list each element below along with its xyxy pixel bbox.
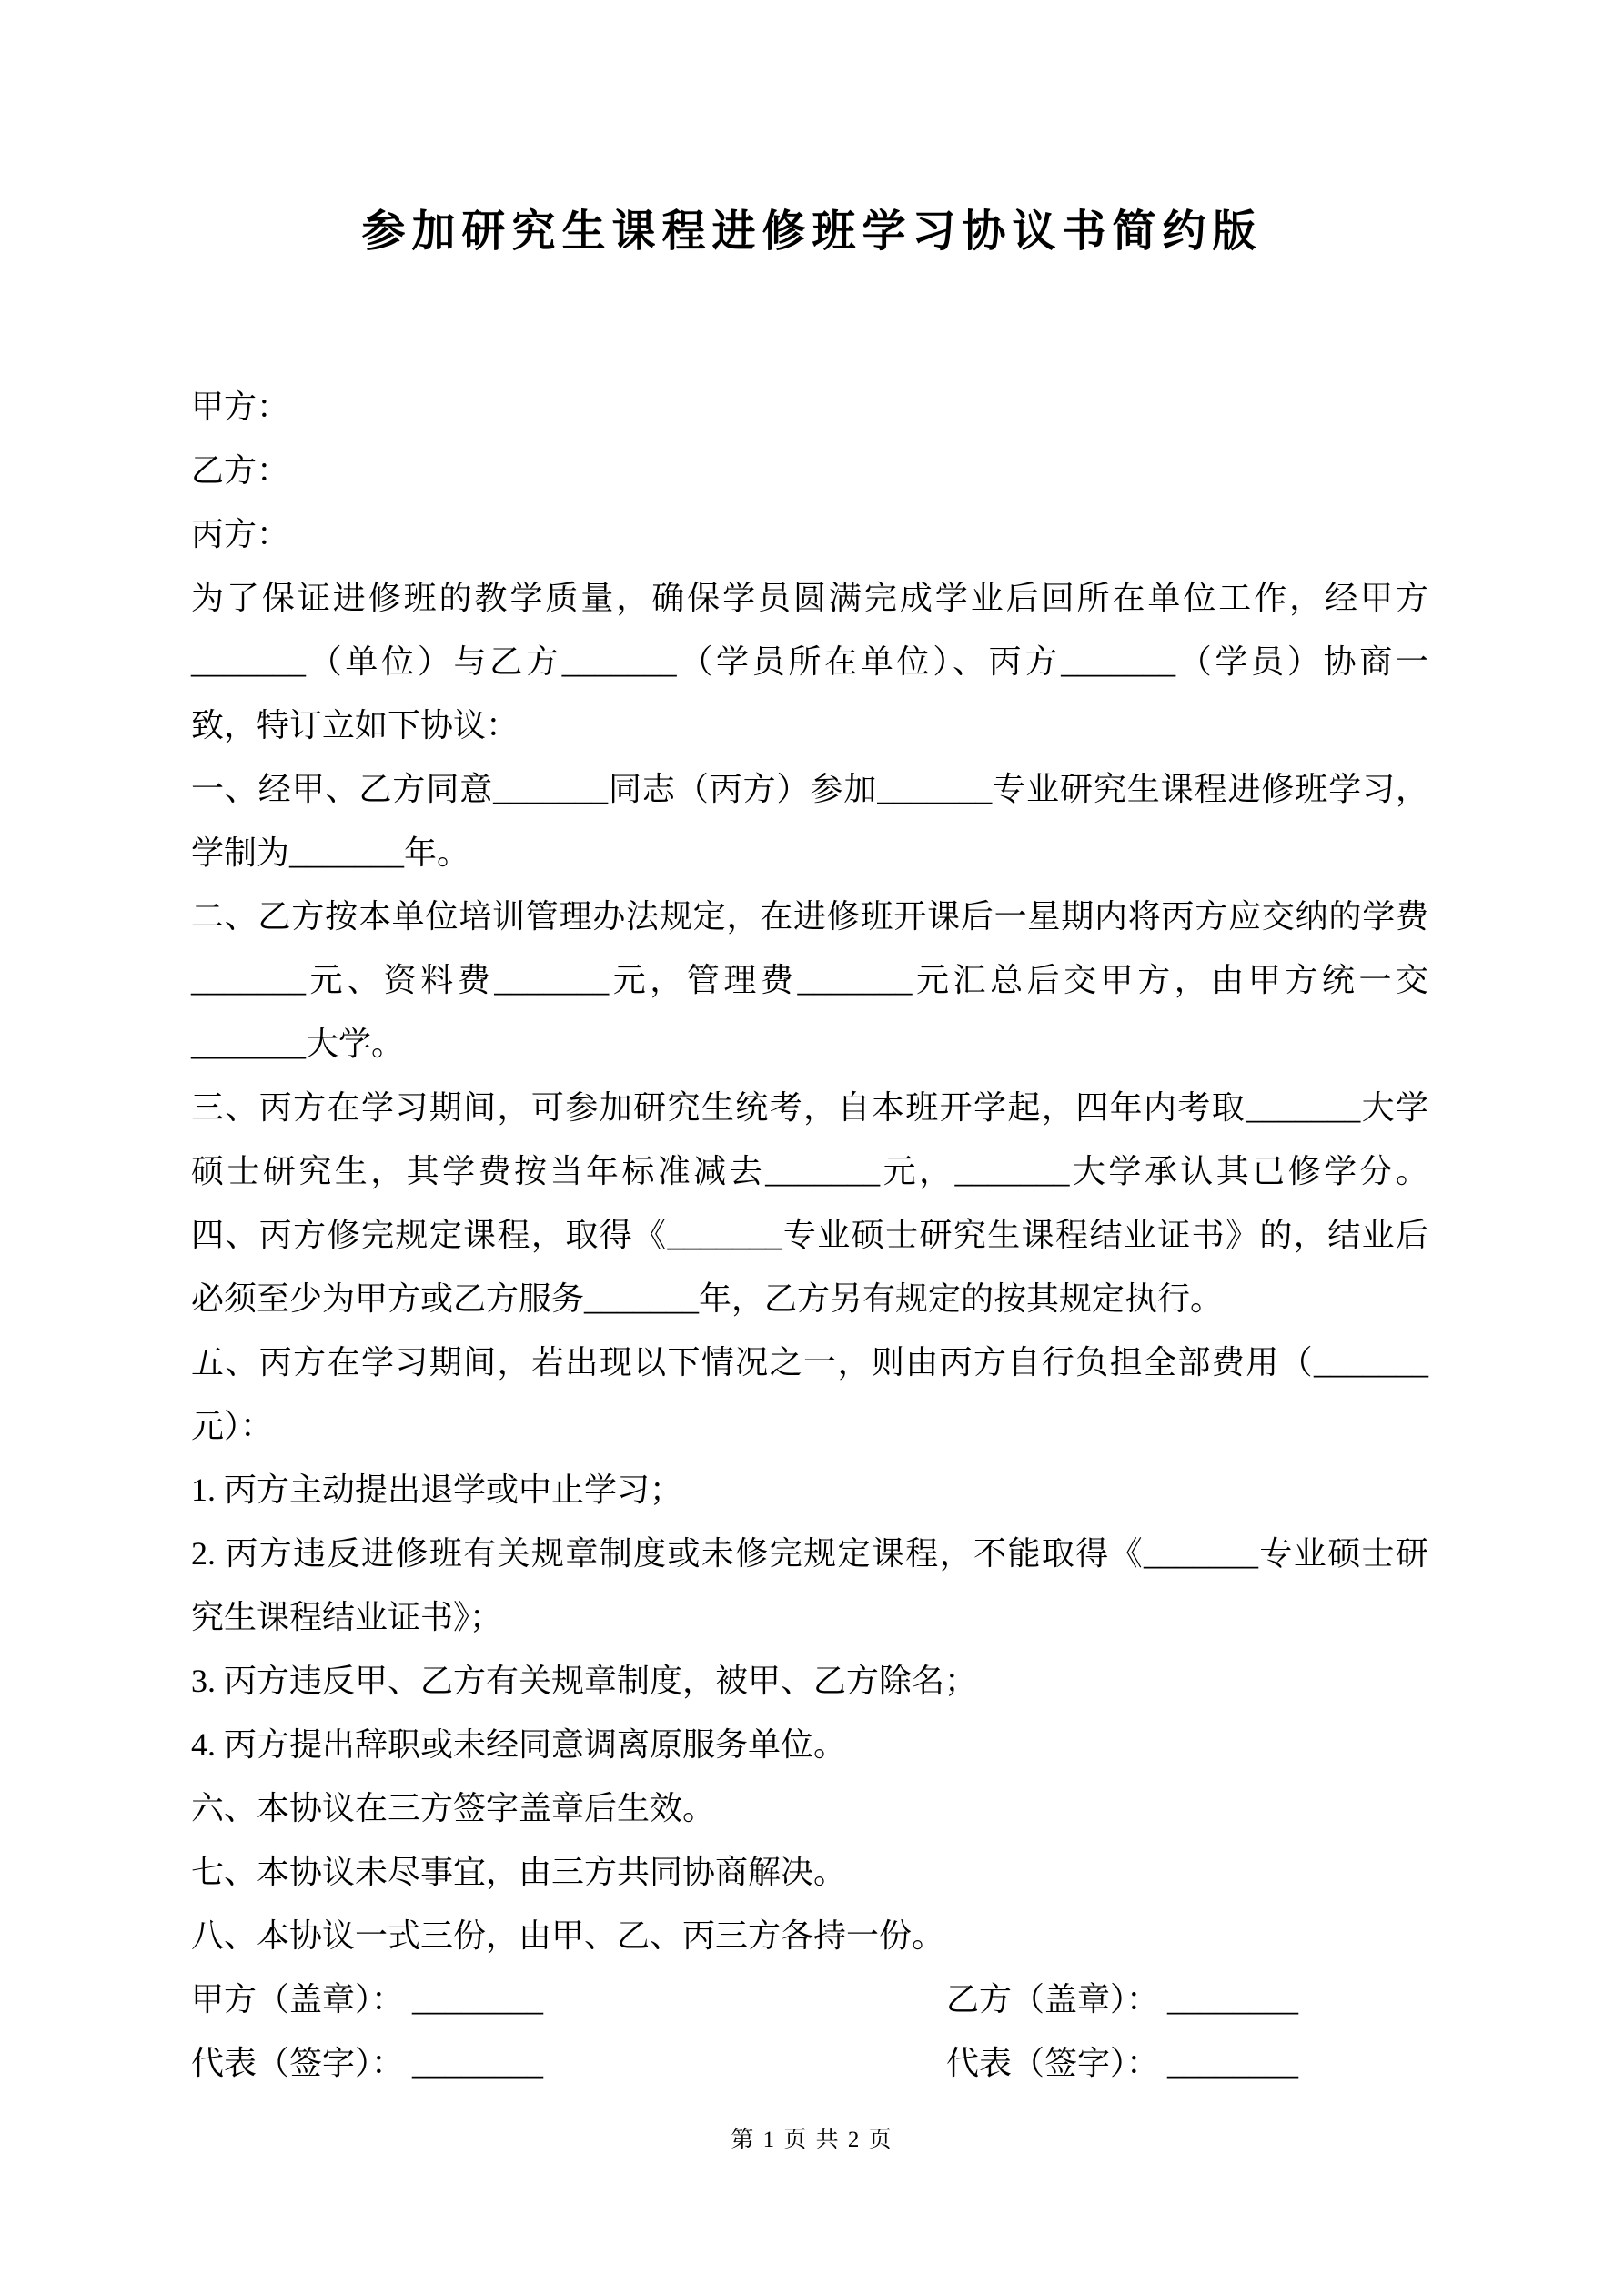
page-number-footer: 第 1 页 共 2 页 (731, 2128, 893, 2152)
party-a-representative-label: 代表（签字）： ________ (191, 2045, 544, 2081)
clause-5-item-4: 4. 丙方提出辞职或未经同意调离原服务单位。 (191, 1726, 847, 1763)
preamble-line-2: _______（单位）与乙方_______（学员所在单位）、丙方_______（学员）协商一 (191, 643, 1428, 680)
clause-7-line: 七、本协议未尽事宜，由三方共同协商解决。 (191, 1854, 847, 1890)
party-a-seal-label: 甲方（盖章）： ________ (191, 1981, 544, 2018)
clause-2-line-2: _______元、资料费_______元，管理费_______元汇总后交甲方，由甲方统一交 (191, 962, 1428, 998)
clause-5-item-1: 1. 丙方主动提出退学或中止学习； (191, 1472, 683, 1508)
preamble-line-3: 致，特订立如下协议： (191, 707, 519, 743)
seal-signature-row (191, 1967, 1428, 2031)
clause-6-line: 六、本协议在三方签字盖章后生效。 (191, 1790, 716, 1826)
party-a-line: 甲方： (191, 389, 290, 425)
party-c-line: 丙方： (191, 516, 290, 552)
clause-8-line: 八、本协议一式三份，由甲、乙、丙三方各持一份。 (191, 1917, 945, 1954)
clause-5-item-2-line-1: 2. 丙方违反进修班有关规章制度或未修完规定课程，不能取得《_______专业硕士研 (191, 1535, 1428, 1572)
clause-5-item-3: 3. 丙方违反甲、乙方有关规章制度，被甲、乙方除名； (191, 1663, 978, 1699)
document-body (191, 375, 1428, 2095)
clause-4-line-1: 四、丙方修完规定课程，取得《_______专业硕士研究生课程结业证书》的，结业后 (191, 1217, 1428, 1253)
preamble-line-1: 为了保证进修班的教学质量，确保学员圆满完成学业后回所在单位工作，经甲方 (191, 580, 1428, 616)
clause-2-line-1: 二、乙方按本单位培训管理办法规定，在进修班开课后一星期内将丙方应交纳的学费 (191, 898, 1428, 935)
clause-3-line-1: 三、丙方在学习期间，可参加研究生统考，自本班开学起，四年内考取_______大学 (191, 1089, 1428, 1126)
document-title: 参加研究生课程进修班学习协议书简约版 (361, 207, 1263, 256)
clause-5-item-2-line-2: 究生课程结业证书》； (191, 1599, 503, 1635)
clause-4-line-2: 必须至少为甲方或乙方服务_______年，乙方另有规定的按其规定执行。 (191, 1280, 1224, 1317)
clause-5-line-2: 元）： (191, 1408, 274, 1444)
clause-1-line-1: 一、经甲、乙方同意_______同志（丙方）参加_______专业研究生课程进修班学习， (191, 771, 1428, 807)
clause-5-line-1: 五、丙方在学习期间，若出现以下情况之一，则由丙方自行负担全部费用（_______ (191, 1344, 1428, 1381)
party-b-seal-label: 乙方（盖章）： ________ (946, 1981, 1299, 2018)
clause-2-line-3: _______大学。 (191, 1026, 405, 1062)
party-b-line: 乙方： (191, 452, 290, 489)
clause-3-line-2: 硕士研究生，其学费按当年标准减去_______元，_______大学承认其已修学分。 (191, 1153, 1428, 1189)
clause-1-line-2: 学制为_______年。 (191, 834, 470, 871)
representative-signature-row (191, 2031, 1428, 2095)
party-b-representative-label: 代表（签字）： ________ (946, 2045, 1299, 2081)
